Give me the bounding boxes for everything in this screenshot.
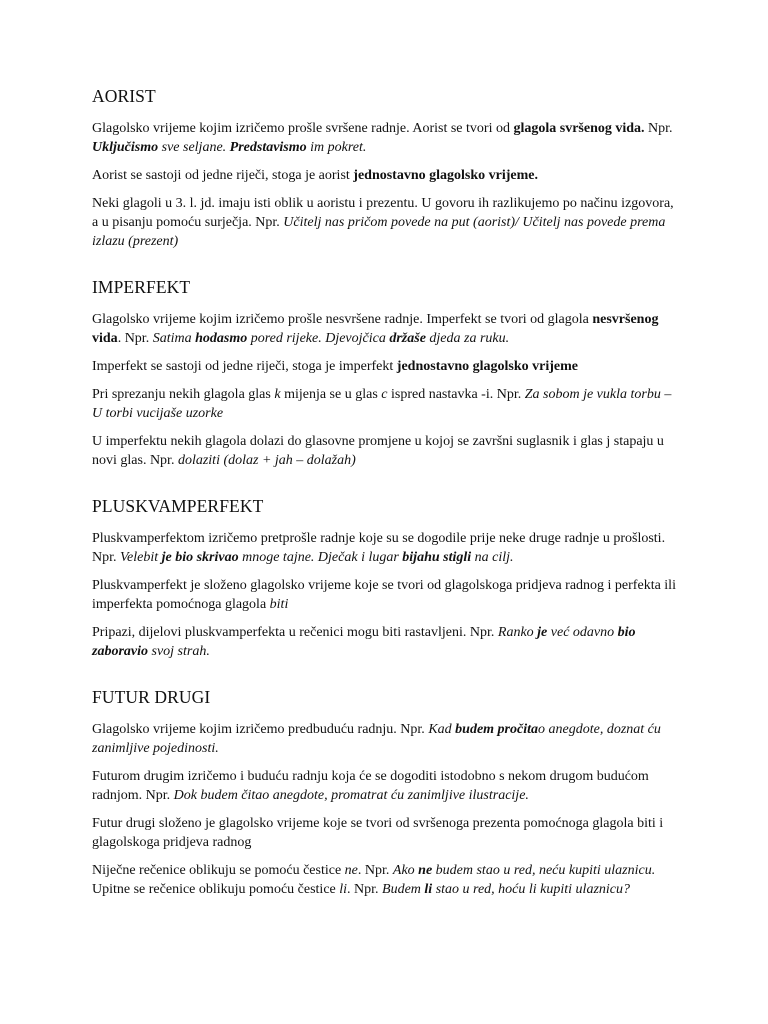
text-run: li bbox=[424, 882, 433, 897]
text-run: Glagolsko vrijeme kojim izričemo predbuduću radnju. Npr. bbox=[92, 722, 429, 737]
section-futur-drugi bbox=[92, 687, 682, 899]
text-run: glagola svršenog vida. bbox=[513, 121, 645, 136]
text-run: bijahu stigli bbox=[402, 550, 472, 565]
text-run: Predstavismo bbox=[229, 140, 307, 155]
section-aorist bbox=[92, 86, 682, 251]
text-run: već odavno bbox=[547, 625, 618, 640]
text-run: mijenja se u glas bbox=[280, 387, 382, 402]
text-run: Niječne rečenice oblikuju se pomoću čestice bbox=[92, 863, 345, 878]
text-run: . Npr. bbox=[357, 863, 393, 878]
section-pluskvamperfekt bbox=[92, 496, 682, 661]
text-run: Pripazi, dijelovi pluskvamperfekta u rečenici mogu biti rastavljeni. Npr. bbox=[92, 625, 498, 640]
paragraph bbox=[92, 576, 682, 614]
paragraph bbox=[92, 767, 682, 805]
text-run: k bbox=[274, 387, 281, 402]
text-run: jednostavno glagolsko vrijeme bbox=[396, 359, 579, 374]
text-run: Uključismo bbox=[92, 140, 159, 155]
text-run: je bbox=[537, 625, 548, 640]
text-run: U imperfektu nekih glagola dolazi do glasovne promjene u kojoj se završni suglasnik i glas j stapaju u novi glas. Npr. bbox=[92, 434, 664, 468]
text-run: ispred nastavka -i. Npr. bbox=[387, 387, 525, 402]
text-run: hodasmo bbox=[195, 331, 248, 346]
text-run: Imperfekt se sastoji od jedne riječi, stoga je imperfekt bbox=[92, 359, 397, 374]
text-run: Ranko bbox=[497, 625, 538, 640]
text-run: im pokret. bbox=[306, 140, 367, 155]
paragraph bbox=[92, 432, 682, 470]
text-run: jednostavno glagolsko vrijeme. bbox=[353, 168, 538, 183]
paragraph bbox=[92, 194, 682, 251]
text-run: Pluskvamperfektom izričemo pretprošle radnje koje su se dogodile prije neke druge radnje u prošlosti. Npr. bbox=[92, 531, 666, 565]
text-run: . Npr. bbox=[117, 331, 153, 346]
text-run: Ako bbox=[392, 863, 419, 878]
text-run: budem pročita bbox=[455, 722, 538, 737]
text-run: dolaziti (dolaz + jah – dolažah) bbox=[177, 453, 356, 468]
text-run: Glagolsko vrijeme kojim izričemo prošle nesvršene radnje. Imperfekt se tvori od glagola bbox=[92, 312, 593, 327]
document-page bbox=[92, 86, 682, 925]
text-run: djeda za ruku. bbox=[425, 331, 510, 346]
paragraph bbox=[92, 166, 682, 185]
text-run: o anegdote, doznat ću zanimljive pojedinosti. bbox=[92, 722, 661, 756]
paragraph bbox=[92, 861, 682, 899]
section-imperfekt bbox=[92, 277, 682, 470]
paragraph bbox=[92, 357, 682, 376]
paragraph bbox=[92, 529, 682, 567]
text-run: Kad bbox=[428, 722, 456, 737]
section-title: PLUSKVAMPERFEKT bbox=[92, 496, 264, 516]
text-run: Velebit bbox=[120, 550, 162, 565]
text-run: li bbox=[339, 882, 348, 897]
text-run: nesvršenog vida bbox=[92, 312, 659, 346]
text-run: sve seljane. bbox=[158, 140, 230, 155]
text-run: Upitne se rečenice oblikuju pomoću čestice bbox=[92, 882, 340, 897]
text-run: Npr. bbox=[644, 121, 673, 136]
text-run: Satima bbox=[152, 331, 196, 346]
paragraph bbox=[92, 623, 682, 661]
text-run: Dok budem čitao anegdote, promatrat ću zanimljive ilustracije. bbox=[173, 788, 529, 803]
text-run: na cilj. bbox=[471, 550, 514, 565]
text-run: Učitelj nas pričom povede na put (aorist)/ Učitelj nas povede prema izlazu (prezent) bbox=[92, 215, 666, 249]
paragraph bbox=[92, 814, 682, 852]
text-run: bio zaboravio bbox=[92, 625, 636, 659]
text-run: Pri sprezanju nekih glagola glas bbox=[92, 387, 275, 402]
paragraph bbox=[92, 119, 682, 157]
section-title: IMPERFEKT bbox=[92, 277, 191, 297]
text-run: držaše bbox=[389, 331, 426, 346]
text-run: Za sobom je vukla torbu – U torbi vucijaše uzorke bbox=[92, 387, 672, 421]
text-run: biti bbox=[269, 597, 289, 612]
paragraph bbox=[92, 720, 682, 758]
text-run: Futur drugi složeno je glagolsko vrijeme koje se tvori od svršenoga prezenta pomoćnoga glagola biti i glagolskoga pridjeva radnog bbox=[92, 816, 664, 850]
text-run: Futurom drugim izričemo i buduću radnju koja će se dogoditi istodobno s nekom drugom budućom radnjom. Npr. bbox=[92, 769, 649, 803]
text-run: Neki glagoli u 3. l. jd. imaju isti oblik u aoristu i prezentu. U govoru ih razlikujemo po načinu izgovora, a u pisanju pomoću surječja. Npr. bbox=[92, 196, 674, 230]
text-run: Budem bbox=[382, 882, 425, 897]
text-run: . Npr. bbox=[347, 882, 383, 897]
text-run: stao u red, hoću li kupiti ulaznicu? bbox=[432, 882, 631, 897]
section-title: AORIST bbox=[92, 86, 156, 106]
text-run: svoj strah. bbox=[148, 644, 210, 659]
paragraph bbox=[92, 385, 682, 423]
text-run: Pluskvamperfekt je složeno glagolsko vrijeme koje se tvori od glagolskoga pridjeva radnog i perfekta ili imperfekta pomoćnoga glagola bbox=[92, 578, 676, 612]
text-run: Aorist se sastoji od jedne riječi, stoga je aorist bbox=[92, 168, 354, 183]
text-run: Glagolsko vrijeme kojim izričemo prošle svršene radnje. Aorist se tvori od bbox=[92, 121, 514, 136]
text-run: budem stao u red, neću kupiti ulaznicu. bbox=[432, 863, 656, 878]
text-run: pored rijeke. Djevojčica bbox=[247, 331, 390, 346]
text-run: je bio skrivao bbox=[161, 550, 239, 565]
text-run: c bbox=[381, 387, 388, 402]
text-run: ne bbox=[418, 863, 433, 878]
paragraph bbox=[92, 310, 682, 348]
text-run: mnoge tajne. Dječak i lugar bbox=[238, 550, 403, 565]
section-title: FUTUR DRUGI bbox=[92, 687, 211, 707]
text-run: ne bbox=[344, 863, 358, 878]
